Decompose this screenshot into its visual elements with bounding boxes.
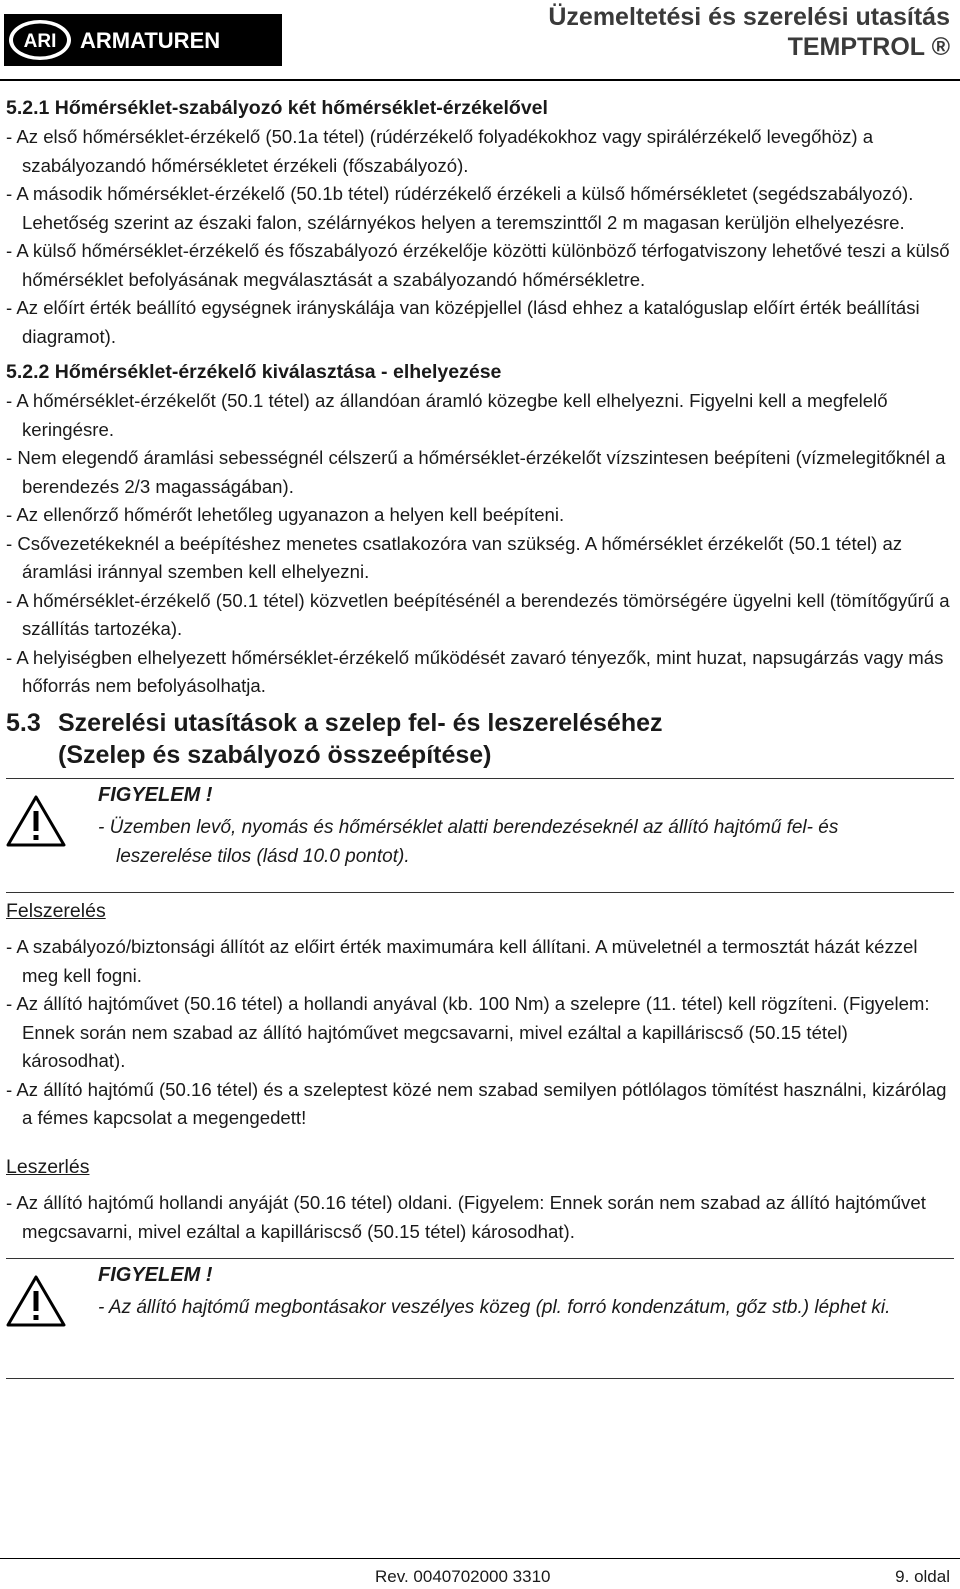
document-title-line1: Üzemeltetési és szerelési utasítás xyxy=(548,3,950,31)
section-5-2-1-heading: 5.2.1 Hőmérséklet-szabályozó két hőmérséklet-érzékelővel xyxy=(6,97,548,119)
list-item: - Csővezetékeknél a beépítéshez menetes csatlakozóra van szükség. A hőmérséklet érzékelőt (50.1 tétel) az áramlási iránnyal szemben kell elhelyezni. xyxy=(6,532,903,582)
warning-box xyxy=(6,1258,954,1379)
list-item: - A második hőmérséklet-érzékelő (50.1b tétel) rúdérzékelő érzékeli a külső hőmérsékletet (segédszabályozó). Lehetőség szerint az északi falon, szélárnyékos helyen a teremszinttől 2 m magasan kerüljön elhelyezésre. xyxy=(6,183,914,233)
list-item: - Az ellenőrző hőmérőt lehetőleg ugyanazon a helyen kell beépíteni. xyxy=(6,504,565,525)
revision-number: Rev. 0040702000 3310 xyxy=(375,1567,551,1586)
list-item: - A hőmérséklet-érzékelő (50.1 tétel) közvetlen beépítésénél a berendezés tömörségére ügyelni kell (tömítőgyűrű a szállítás tartozéka). xyxy=(6,589,950,639)
svg-text:ARI: ARI xyxy=(23,31,57,52)
section-5-3-number: 5.3 xyxy=(6,708,41,737)
list-item: - A külső hőmérséklet-érzékelő és főszabályozó érzékelője közötti különböző térfogatviszony lehetővé teszi a külső hőmérséklet befolyásának megválasztását a szabályozandó hőmérsékletre. xyxy=(6,240,950,290)
document-title xyxy=(548,2,950,62)
felszereles-heading: Felszerelés xyxy=(6,899,106,922)
list-item: - A helyiségben elhelyezett hőmérséklet-érzékelő működését zavaró tényezők, mint huzat, napsugárzás vagy más hőforrás nem befolyásolhatja. xyxy=(6,646,944,696)
section-5-3-title-line1: Szerelési utasítások a szelep fel- és leszereléséhez xyxy=(58,708,663,737)
list-item: - A szabályozó/biztonsági állítót az előirt érték maximumára kell állítani. A müveletnél a termosztát házát kézzel meg kell fogni. xyxy=(6,936,918,986)
warning-text: - Az állító hajtómű megbontásakor veszélyes közeg (pl. forró kondenzátum, gőz stb.) léphet ki. xyxy=(98,1297,891,1318)
page-footer xyxy=(0,1558,960,1586)
warning-title: FIGYELEM ! xyxy=(98,1264,213,1286)
list-item: - Az állító hajtómű hollandi anyáját (50.16 tétel) oldani. (Figyelem: Ennek során nem szabad az állító hajtóművet megcsavarni, mivel ezáltal a kapilláriscső (50.15 tétel) károsodhat). xyxy=(6,1192,926,1242)
svg-text:ARMATUREN: ARMATUREN xyxy=(80,28,221,53)
list-item: - Az első hőmérséklet-érzékelő (50.1a tétel) (rúdérzékelő folyadékokhoz vagy spirálérzékelő levegőhöz) a szabályozandó hőmérsékletet érzékeli (főszabályozó). xyxy=(6,126,874,176)
list-item: - Az állító hajtómű (50.16 tétel) és a szeleptest közé nem szabad semilyen pótlólagos tömítést használni, kizárólag a fémes kapcsolat a megengedett! xyxy=(6,1078,947,1128)
list-item: - Nem elegendő áramlási sebességnél célszerű a hőmérséklet-érzékelőt vízszintesen beépíteni (vízmelegitőknél a berendezés 2/3 magasságában). xyxy=(6,447,946,497)
page-header xyxy=(0,0,960,82)
list-item: - Az állító hajtóművet (50.16 tétel) a hollandi anyával (kb. 100 Nm) a szelepre (11. tétel) kell rögzíteni. (Figyelem: Ennek során nem szabad az állító hajtóművet megcsavarni, mivel ezáltal a kapilláriscső (50.15 tétel) károsodhat). xyxy=(6,993,930,1071)
warning-triangle-icon xyxy=(6,795,66,847)
section-5-3-heading xyxy=(6,707,954,771)
warning-box xyxy=(6,778,954,893)
list-item: - A hőmérséklet-érzékelőt (50.1 tétel) az állandóan áramló közegbe kell elhelyezni. Figyelni kell a megfelelő keringésre. xyxy=(6,390,888,440)
section-5-2-2-heading: 5.2.2 Hőmérséklet-érzékelő kiválasztása - elhelyezése xyxy=(6,361,502,383)
leszereles-heading: Leszerlés xyxy=(6,1155,90,1178)
footer-divider xyxy=(0,1558,960,1559)
document-title-line2: TEMPTROL ® xyxy=(787,33,950,61)
page-content xyxy=(6,93,954,1379)
warning-triangle-icon xyxy=(6,1275,66,1327)
header-divider xyxy=(0,79,960,81)
section-5-3-title-line2: (Szelep és szabályozó összeépítése) xyxy=(58,740,492,769)
ari-armaturen-logo xyxy=(4,14,282,66)
list-item: - Az előírt érték beállító egységnek irányskálája van középjellel (lásd ehhez a katalóguslap előírt érték beállítási diagramot). xyxy=(6,297,920,347)
warning-text: - Üzemben levő, nyomás és hőmérséklet alatti berendezéseknél az állító hajtómű fel- és leszerelése tilos (lásd 10.0 pontot). xyxy=(98,816,839,867)
warning-title: FIGYELEM ! xyxy=(98,783,213,806)
page-number: 9. oldal xyxy=(895,1567,950,1586)
